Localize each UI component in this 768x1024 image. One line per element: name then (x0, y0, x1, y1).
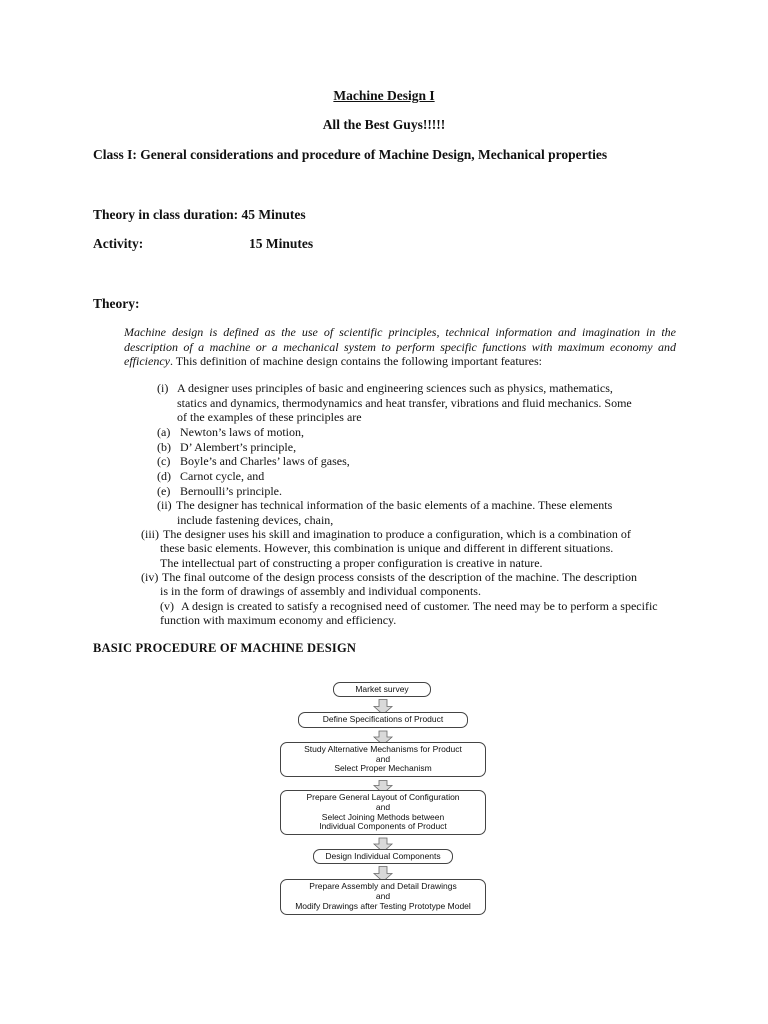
flowchart-step (298, 712, 468, 728)
list-marker: (i) (157, 381, 169, 395)
flowchart-step (280, 742, 486, 777)
flowchart-step (280, 790, 486, 835)
list-marker: (e) (157, 484, 171, 498)
list-item-text: statics and dynamics, thermodynamics and heat transfer, vibrations and fluid mechanics. Some (177, 396, 632, 410)
flowchart-step-line: Individual Components of Product (319, 821, 447, 832)
list-item-text: The designer uses his skill and imagination to produce a configuration, which is a combination of (163, 527, 631, 541)
flowchart-step-line: and (375, 753, 391, 764)
list-marker: (v) (160, 599, 174, 613)
list-item-text: these basic elements. However, this combination is unique and different in different situations. (160, 541, 614, 555)
list-marker: (ii) (157, 498, 172, 512)
list-item-text: is in the form of drawings of assembly and individual components. (160, 584, 481, 598)
definition-continuation: . This definition of machine design contains the following important features: (169, 354, 542, 368)
list-item-text: of the examples of these principles are (177, 410, 362, 424)
list-item-text: Boyle’s and Charles’ laws of gases, (180, 454, 350, 468)
flowchart-step-line: Select Joining Methods between (321, 811, 445, 822)
list-item-text: include fastening devices, chain, (177, 513, 334, 527)
flowchart-step-line: Define Specifications of Product (322, 714, 444, 725)
flowchart-step-line: Select Proper Mechanism (334, 763, 432, 774)
class-description: Class I: General considerations and procedure of Machine Design, Mechanical properties (93, 147, 608, 162)
theory-heading: Theory: (93, 296, 140, 311)
flowchart-step-line: Design Individual Components (325, 850, 441, 861)
activity-duration: 15 Minutes (249, 236, 314, 251)
flowchart-step (280, 879, 486, 915)
flowchart-step-line: Market survey (355, 683, 409, 694)
list-item-text: function with maximum economy and efficiency. (160, 613, 397, 627)
section-heading: BASIC PROCEDURE OF MACHINE DESIGN (93, 641, 357, 655)
activity-label: Activity: (93, 236, 144, 251)
document-title: Machine Design I (333, 88, 435, 103)
flowchart-step (333, 682, 431, 697)
list-marker: (d) (157, 469, 171, 483)
list-item-text: D’ Alembert’s principle, (180, 440, 297, 454)
list-item-text: Carnot cycle, and (180, 469, 265, 483)
list-item-text: The designer has technical information of the basic elements of a machine. These elements (176, 498, 613, 512)
list-marker: (iv) (141, 570, 159, 584)
theory-duration: Theory in class duration: 45 Minutes (93, 207, 306, 222)
list-marker: (b) (157, 440, 171, 454)
flowchart-step-line: Prepare Assembly and Detail Drawings (309, 881, 457, 892)
list-item-text: Bernoulli’s principle. (180, 484, 282, 498)
intro-paragraph (124, 325, 676, 369)
list-item-text: The final outcome of the design process consists of the description of the machine. The description (162, 570, 637, 584)
flowchart-step-line: Modify Drawings after Testing Prototype Model (295, 900, 471, 911)
list-item-text: A design is created to satisfy a recognised need of customer. The need may be to perform a specific (181, 599, 658, 613)
list-item-text: Newton’s laws of motion, (180, 425, 304, 439)
definition-text: Machine design is defined as the use of scientific principles, technical information and imagination in the description of a machine or a mechanical system to perform specific functions with maximum economy and efficiency (124, 325, 676, 368)
flowchart-step-line: and (375, 891, 391, 902)
document-subtitle: All the Best Guys!!!!! (322, 117, 446, 132)
flowchart-step-line: and (375, 801, 391, 812)
flowchart-step-line: Prepare General Layout of Configuration (306, 791, 460, 802)
list-marker: (iii) (141, 527, 159, 541)
list-item-text: The intellectual part of constructing a proper configuration is creative in nature. (160, 556, 543, 570)
list-marker: (c) (157, 454, 171, 468)
list-marker: (a) (157, 425, 171, 439)
flowchart-step (313, 849, 453, 864)
list-item-text: A designer uses principles of basic and engineering sciences such as physics, mathematics, (177, 381, 613, 395)
flowchart-step-line: Study Alternative Mechanisms for Product (304, 743, 462, 754)
